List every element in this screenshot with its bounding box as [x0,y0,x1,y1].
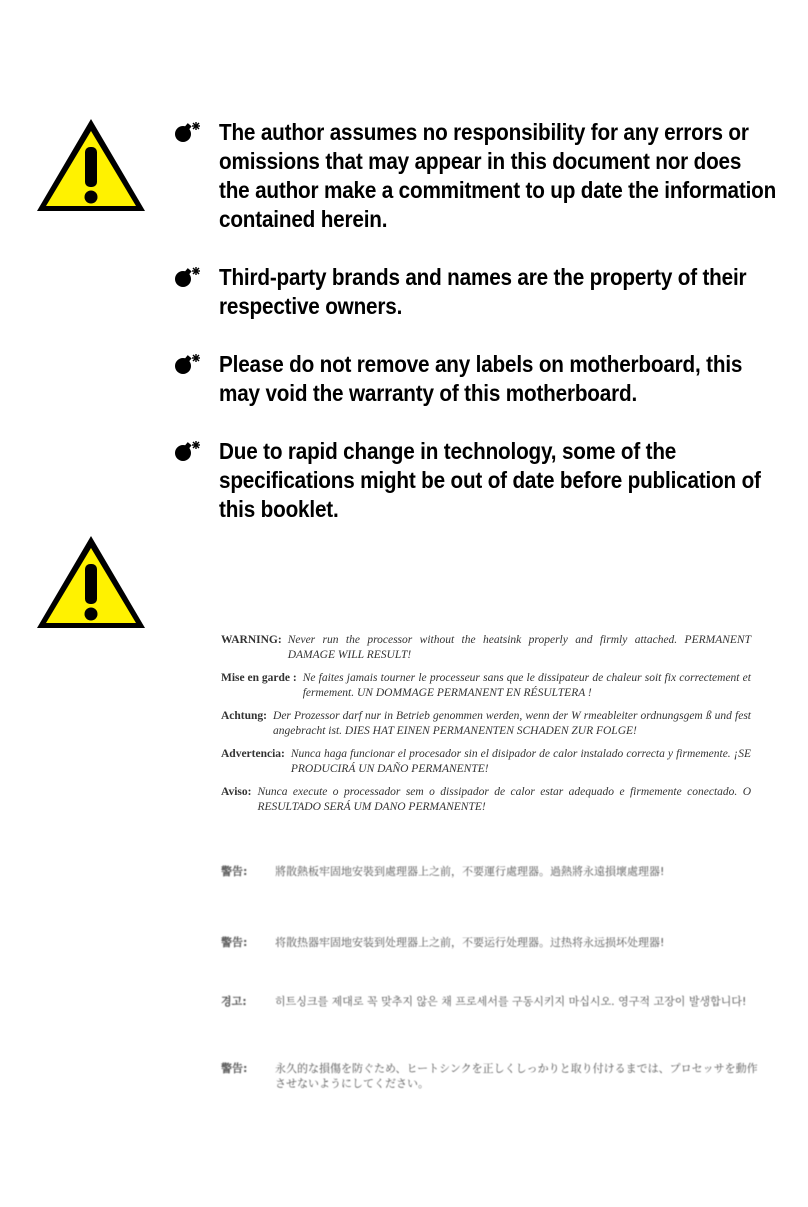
bomb-bullet-icon [172,266,202,288]
warning-chinese-simplified [221,935,761,950]
disclaimer-list [170,118,790,553]
bomb-bullet-icon [172,121,202,143]
warning-label: Mise en garde : [221,672,297,684]
warning-text: Nunca execute o processador sem o dissipador de calor estar adequado e firmemente conectado. O RESULTADO SERÁ UM DANO PERMANENTE! [257,786,751,813]
warning-label: WARNING: [221,634,282,646]
warning-label: Advertencia: [221,748,285,760]
list-item [170,350,790,408]
warning-label: 警告: [221,936,248,949]
warning-label: 警告: [221,1062,248,1075]
warning-text: Never run the processor without the heatsink properly and firmly attached. PERMANENT DAMAGE WILL RESULT! [287,634,751,661]
warning-label: 警告: [221,865,248,878]
multilingual-warning [221,633,751,823]
warning-text: 히트싱크를 제대로 꼭 맞추지 않은 채 프로세서를 구동시키지 마십시오. 영구적 고장이 발생합니다! [275,995,747,1008]
warning-chinese-traditional [221,864,761,879]
warning-triangle-icon [33,115,149,215]
warning-portuguese [221,785,751,815]
warning-english [221,633,751,663]
disclaimer-text: The author assumes no responsibility for any errors or omissions that may appear in this document nor does the author make a commitment to up date the information contained herein. [219,119,777,232]
warning-korean [221,994,761,1009]
warning-japanese [221,1061,761,1091]
warning-text: Nunca haga funcionar el procesador sin el disipador de calor instalado correcta y firmemente. ¡SE PRODUCIRÁ UN DAÑO PERMANENTE! [290,748,751,775]
disclaimer-text: Due to rapid change in technology, some of the specifications might be out of date before publication of this booklet. [219,438,761,522]
warning-text: Ne faites jamais tourner le processeur sans que le dissipateur de chaleur soit fix correctement et fermement. UN DOMMAGE PERMANENT EN RÉSULTERA ! [302,672,751,699]
disclaimer-text: Third-party brands and names are the property of their respective owners. [219,264,747,319]
warning-label: Achtung: [221,710,268,722]
warning-triangle-icon [33,532,149,632]
disclaimer-text: Please do not remove any labels on motherboard, this may void the warranty of this motherboard. [219,351,743,406]
warning-spanish [221,747,751,777]
list-item [170,263,790,321]
bomb-bullet-icon [172,353,202,375]
list-item [170,118,790,234]
warning-text: Der Prozessor darf nur in Betrieb genommen werden, wenn der W rmeableiter ordnungsgem ß und fest angebracht ist. DIES HAT EINEN PERMANENTEN SCHADEN ZUR FOLGE! [273,710,751,737]
warning-label: Aviso: [221,786,252,798]
warning-text: 永久的な損傷を防ぐため、ヒートシンクを正しくしっかりと取り付けるまでは、プロセッサを動作させないようにしてください。 [275,1062,758,1090]
warning-label: 경고: [221,995,247,1008]
bomb-bullet-icon [172,440,202,462]
warning-text: 将散热器牢固地安装到处理器上之前，不要运行处理器。过热将永远损坏处理器! [275,936,665,949]
list-item [170,437,790,524]
warning-french [221,671,751,701]
warning-text: 將散熱板牢固地安裝到處理器上之前，不要運行處理器。過熱將永遠損壞處理器! [275,865,665,878]
warning-german [221,709,751,739]
